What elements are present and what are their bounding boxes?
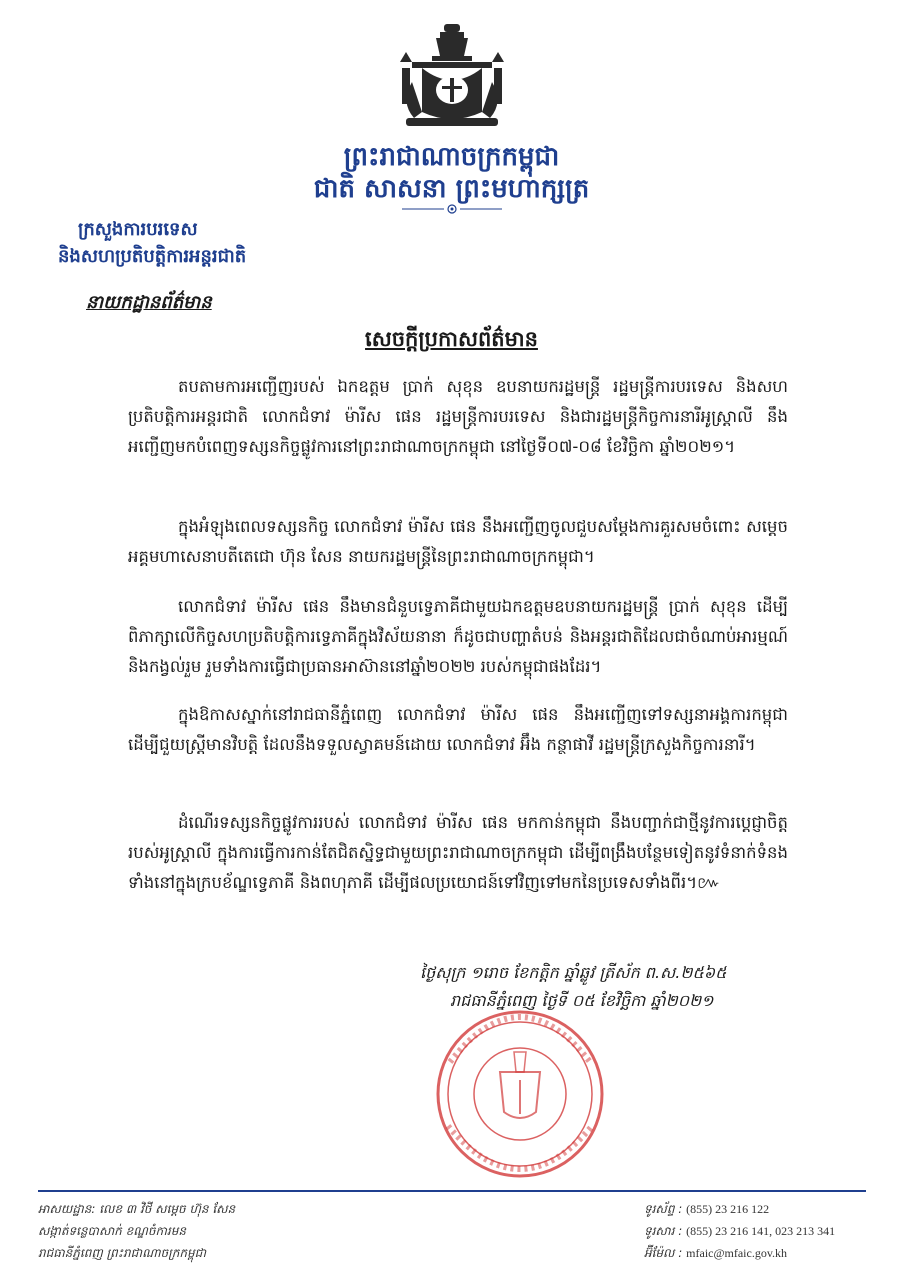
email-label: អ៊ីម៉ែល : (644, 1246, 683, 1260)
footer-contacts (644, 1198, 835, 1264)
address-line-3: រាជធានីភ្នំពេញ ព្រះរាជាណាចក្រកម្ពុជា (38, 1246, 206, 1260)
official-seal-icon (420, 1002, 620, 1180)
phone-number: (855) 23 216 122 (686, 1202, 770, 1216)
document-title: សេចក្ដីប្រកាសព័ត៌មាន (365, 327, 538, 351)
place-and-date: រាជធានីភ្នំពេញ ថ្ងៃទី ០៥ ខែវិច្ឆិកា ឆ្នាំ២០២១ (450, 991, 714, 1010)
address-line-2: សង្កាត់ទន្លេបាសាក់ ខណ្ឌចំការមន (38, 1224, 186, 1238)
paragraph-2: ក្នុងអំឡុងពេលទស្សនកិច្ច លោកជំទាវ ម៉ារីស ផេន នឹងអញ្ជើញចូលជួបសម្ដែងការគួរសមចំពោះ សម្ដេចអគ្គមហាសេនាបតីតេជោ ហ៊ុន សែន នាយករដ្ឋមន្ត្រីនៃព្រះរាជាណាចក្រកម្ពុជា។ (128, 517, 788, 566)
kingdom-motto: ជាតិ សាសនា ព្រះមហាក្សត្រ (313, 174, 590, 204)
fax-label: ទូរសារ : (644, 1224, 683, 1238)
department-name: នាយកដ្ឋានព័ត៌មាន (86, 292, 212, 313)
ministry-name-line1: ក្រសួងការបរទេស (78, 219, 198, 240)
ministry-name-line2: និងសហប្រតិបត្តិការអន្តរជាតិ (58, 246, 247, 267)
paragraph-5: ដំណើរទស្សនកិច្ចផ្លូវការរបស់ លោកជំទាវ ម៉ារីស ផេន មកកាន់កម្ពុជា នឹងបញ្ជាក់ជាថ្មីនូវការប្ដេជ្ញាចិត្តរបស់អូស្ត្រាលី ក្នុងការធ្វើការកាន់តែជិតស្និទ្ធជាមួយព្រះរាជាណាចក្រកម្ពុជា ដើម្បីពង្រឹងបន្ថែមទៀតនូវទំនាក់ទំនង ទាំងនៅក្នុងក្របខ័ណ្ឌទ្វេភាគី និងពហុភាគី ដើម្បីផលប្រយោជន៍ទៅវិញទៅមកនៃប្រទេសទាំងពីរ។៚ (128, 813, 788, 892)
fax-number: (855) 23 216 141, 023 213 341 (686, 1224, 836, 1238)
divider-ornament-icon (400, 203, 504, 215)
footer-divider (38, 1190, 866, 1192)
address-line-1: លេខ ៣ វិថី សម្ដេច ហ៊ុន សែន (99, 1202, 236, 1216)
address-label: អាសយដ្ឋាន: (38, 1202, 96, 1216)
paragraph-3: លោកជំទាវ ម៉ារីស ផេន នឹងមានជំនួបទ្វេភាគីជាមួយឯកឧត្តមឧបនាយករដ្ឋមន្ត្រី ប្រាក់ សុខុន ដើម្បីពិភាក្សាលើកិច្ចសហប្រតិបត្តិការទ្វេភាគីក្នុងវិស័យនានា ក៏ដូចជាបញ្ហាតំបន់ និងអន្តរជាតិដែលជាចំណាប់អារម្មណ៍ និងកង្វល់រួម រួមទាំងការធ្វើជាប្រធានអាស៊ាននៅឆ្នាំ២០២២ របស់កម្ពុជាផងដែរ។ (128, 597, 788, 676)
phone-label: ទូរស័ព្ទ : (644, 1202, 683, 1216)
email-address[interactable]: mfaic@mfaic.gov.kh (686, 1246, 788, 1260)
kingdom-name: ព្រះរាជាណាចក្រកម្ពុជា (343, 142, 560, 172)
paragraph-1: តបតាមការអញ្ជើញរបស់ ឯកឧត្តម ប្រាក់ សុខុន ឧបនាយករដ្ឋមន្ត្រី រដ្ឋមន្ត្រីការបរទេស និងសហប្រតិបត្តិការអន្តរជាតិ លោកជំទាវ ម៉ារីស ផេន រដ្ឋមន្ត្រីការបរទេស និងជារដ្ឋមន្ត្រីកិច្ចការនារីអូស្ត្រាលី នឹងអញ្ជើញមកបំពេញទស្សនកិច្ចផ្លូវការនៅព្រះរាជាណាចក្រកម្ពុជា នៅថ្ងៃទី០៧-០៨ ខែវិច្ឆិកា ឆ្នាំ២០២១។ (128, 377, 788, 456)
footer-address (38, 1198, 235, 1264)
lunar-date: ថ្ងៃសុក្រ ១រោច ខែកត្ដិក ឆ្នាំឆ្លូវ ត្រីស័ក ព.ស.២៥៦៥ (420, 963, 727, 982)
paragraph-4: ក្នុងឱកាសស្នាក់នៅរាជធានីភ្នំពេញ លោកជំទាវ ម៉ារីស ផេន នឹងអញ្ជើញទៅទស្សនាអង្គការកម្ពុជាដើម្បីជួយស្ត្រីមានវិបត្តិ ដែលនឹងទទួលស្វាគមន៍ដោយ លោកជំទាវ អ៊ឹង កន្ថាផាវី រដ្ឋមន្ត្រីក្រសួងកិច្ចការនារី។ (128, 705, 788, 754)
royal-emblem-icon (392, 22, 512, 130)
